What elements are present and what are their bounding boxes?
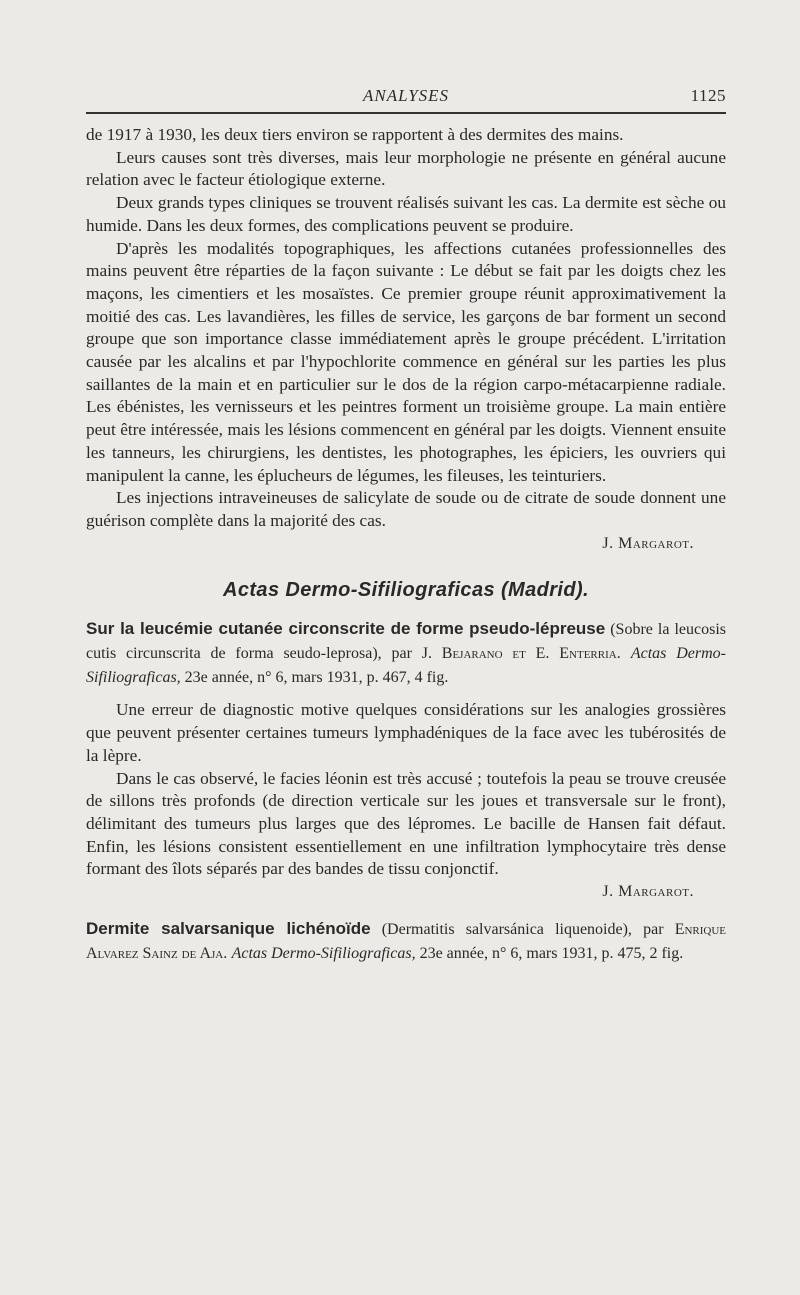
article-header: [86, 618, 726, 689]
article-2: [86, 918, 726, 965]
journal-name: Actas Dermo-Sifiliograficas,: [86, 645, 726, 686]
first-section: [86, 124, 726, 555]
signature: J. Margarot.: [602, 534, 694, 552]
journal-heading: Actas Dermo-Sifiliograficas (Madrid).: [223, 579, 589, 602]
authors: Enrique Alvarez Sainz de Aja.: [86, 920, 727, 962]
publication-details: 23e année, n° 6, mars 1931, p. 475, 2 fig.: [415, 944, 684, 962]
header-rule: [86, 112, 726, 114]
article-header: [86, 918, 726, 965]
page: [86, 86, 726, 965]
article-1: [86, 618, 726, 903]
authors: J. Bejarano et E. Enterria.: [421, 645, 621, 663]
paragraph: D'après les modalités topographiques, les affections cutanées professionnelles des mains peuvent être réparties de la façon suivante : Le début se fait par les doigts chez les maçons, les cimentiers et les mosaïstes. Ce premier groupe réunit approximativement la moitié des cas. Les lavandières, les filles de service, les garçons de bar forment un second groupe que son importance classe immédiatement après le groupe précédent. L'irritation causée par les alcalins et par l'hypochlorite commence en général sur les parties les plus saillantes de la main et en particulier sur le dos de la région carpo-métacarpienne radiale. Les ébénistes, les vernisseurs et les peintres forment un troisième groupe. La main entière peut être intéressée, mais les lésions commencent en général par les doigts. Viennent ensuite les tanneurs, les chirurgiens, les dentistes, les photographes, les épiciers, les ouvriers qui manipulent la canne, les éplucheurs de légumes, les fileuses, les teinturiers.: [86, 238, 726, 485]
paragraph: Deux grands types cliniques se trouvent réalisés suivant les cas. La dermite est sèche ou humide. Dans les deux formes, des complications peuvent se produire.: [86, 193, 726, 235]
paragraph: de 1917 à 1930, les deux tiers environ se rapportent à des dermites des mains.: [86, 125, 624, 144]
article-title: Sur la leucémie cutanée circonscrite de forme pseudo-lépreuse: [86, 619, 606, 639]
article-title: Dermite salvarsanique lichénoïde: [86, 918, 371, 938]
paragraph: Leurs causes sont très diverses, mais leur morphologie ne présente en général aucune relation avec le facteur étiologique externe.: [86, 147, 726, 190]
running-title: ANALYSES: [362, 86, 450, 105]
running-header: [86, 86, 726, 112]
paragraph: Les injections intraveineuses de salicylate de soude ou de citrate de soude donnent une guérison complète dans la majorité des cas.: [86, 488, 726, 530]
original-title: (Sobre la leucosis cutis circunscrita de forma seudo-leprosa), par: [86, 621, 727, 663]
signature: J. Margarot.: [602, 883, 694, 901]
page-number: 1125: [690, 86, 726, 105]
original-title: (Dermatitis salvarsánica liquenoide), par: [370, 920, 675, 938]
publication-details: 23e année, n° 6, mars 1931, p. 467, 4 fig.: [180, 668, 449, 686]
paragraph: Une erreur de diagnostic motive quelques considérations sur les analogies grossières que peuvent présenter certaines tumeurs lymphadéniques de la face avec les tubérosités de la lèpre.: [86, 700, 726, 765]
paragraph: Dans le cas observé, le facies léonin est très accusé ; toutefois la peau se trouve creusée de sillons très profonds (de direction verticale sur les joues et transversale sur le front), délimitant des tumeurs plus larges que des lépromes. Le bacille de Hansen fait défaut. Enfin, les lésions consistent essentiellement en une infiltration lymphocytaire très dense formant des îlots séparés par des bandes de tissu conjonctif.: [86, 768, 726, 879]
journal-name: Actas Dermo-Sifiliograficas,: [231, 944, 416, 962]
spacer: [86, 689, 726, 699]
